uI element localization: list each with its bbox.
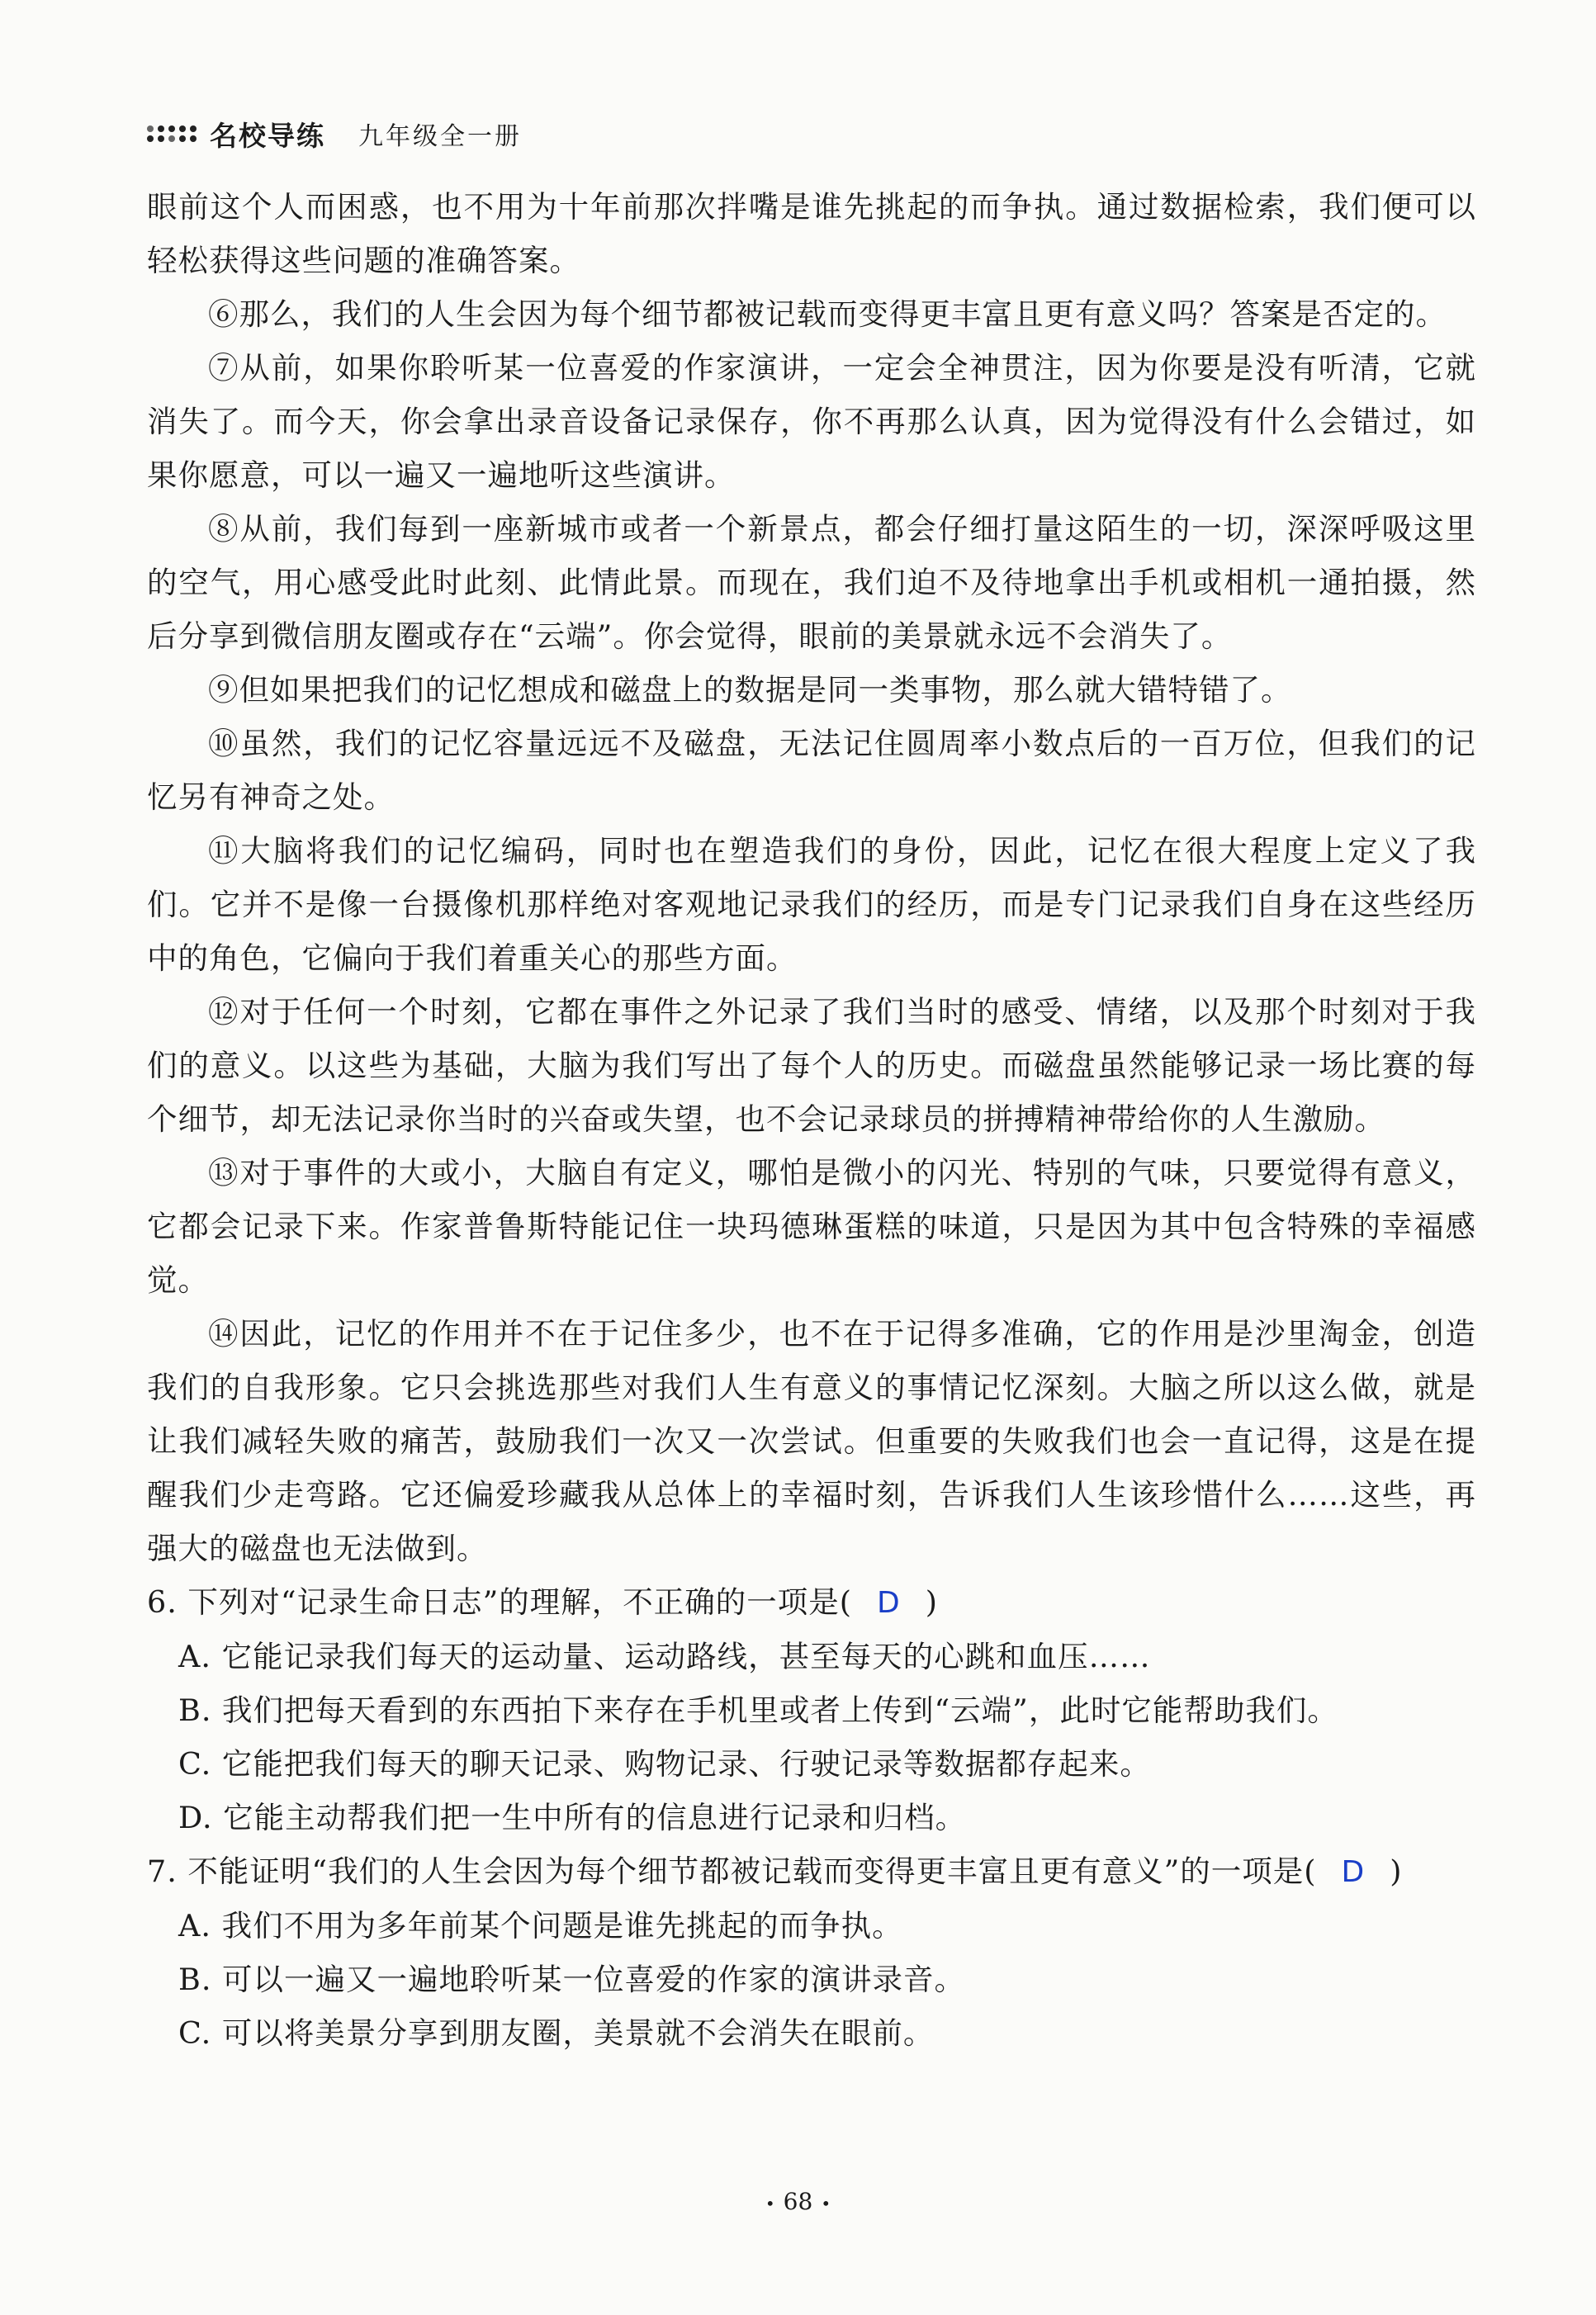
page-header — [147, 114, 522, 154]
book-title: 名校导练 — [210, 119, 325, 152]
question-7-answer: D — [1341, 1855, 1366, 1889]
dots-logo-icon — [147, 125, 197, 142]
question-7-option-a: A. 我们不用为多年前某个问题是谁先挑起的而争执。 — [178, 1908, 903, 1943]
paragraph: ⑨但如果把我们的记忆想成和磁盘上的数据是同一类事物，那么就大错特错了。 — [208, 672, 1292, 708]
question-7-stem: 7. 不能证明“我们的人生会因为每个细节都被记载而变得更丰富且更有意义”的一项是( D ) — [147, 1844, 1476, 1899]
paragraph: ⑪大脑将我们的记忆编码，同时也在塑造我们的身份，因此，记忆在很大程度上定义了我们。它并不是像一台摄像机那样绝对客观地记录我们的经历，而是专门记录我们自身在这些经历中的角色，它偏向于我们着重关心的那些方面。 — [147, 833, 1476, 976]
question-7-option-b: B. 可以一遍又一遍地聆听某一位喜爱的作家的演讲录音。 — [178, 1962, 966, 1997]
paragraph: ⑦从前，如果你聆听某一位喜爱的作家演讲，一定会全神贯注，因为你要是没有听清，它就消失了。而今天，你会拿出录音设备记录保存，你不再那么认真，因为觉得没有什么会错过，如果你愿意，可以一遍又一遍地听这些演讲。 — [147, 350, 1476, 493]
page-number: • 68 • — [765, 2188, 831, 2215]
question-7-option-c: C. 可以将美景分享到朋友圈，美景就不会消失在眼前。 — [178, 2015, 935, 2051]
paragraph: ⑧从前，我们每到一座新城市或者一个新景点，都会仔细打量这陌生的一切，深深呼吸这里的空气，用心感受此时此刻、此情此景。而现在，我们迫不及待地拿出手机或相机一通拍摄，然后分享到微信朋友圈或存在“云端”。你会觉得，眼前的美景就永远不会消失了。 — [147, 511, 1476, 654]
question-6-option-c: C. 它能把我们每天的聊天记录、购物记录、行驶记录等数据都存起来。 — [178, 1746, 1151, 1782]
paragraph: ⑩虽然，我们的记忆容量远远不及磁盘，无法记住圆周率小数点后的一百万位，但我们的记忆另有神奇之处。 — [147, 726, 1476, 815]
question-6-option-d: D. 它能主动帮我们把一生中所有的信息进行记录和归档。 — [178, 1800, 967, 1835]
question-6-option-b: B. 我们把每天看到的东西拍下来存在手机里或者上传到“云端”，此时它能帮助我们。 — [178, 1692, 1338, 1728]
paragraph: 眼前这个人而困惑，也不用为十年前那次拌嘴是谁先挑起的而争执。通过数据检索，我们便可以轻松获得这些问题的准确答案。 — [147, 189, 1476, 278]
question-6-option-a: A. 它能记录我们每天的运动量、运动路线，甚至每天的心跳和血压…… — [178, 1639, 1151, 1674]
page-content — [147, 180, 1476, 2060]
paragraph: ⑫对于任何一个时刻，它都在事件之外记录了我们当时的感受、情绪，以及那个时刻对于我们的意义。以这些为基础，大脑为我们写出了每个人的历史。而磁盘虽然能够记录一场比赛的每个细节，却无法记录你当时的兴奋或失望，也不会记录球员的拼搏精神带给你的人生激励。 — [147, 994, 1476, 1137]
grade-label: 九年级全一册 — [358, 122, 522, 151]
paragraph: ⑬对于事件的大或小，大脑自有定义，哪怕是微小的闪光、特别的气味，只要觉得有意义，它都会记录下来。作家普鲁斯特能记住一块玛德琳蛋糕的味道，只是因为其中包含特殊的幸福感觉。 — [147, 1155, 1476, 1298]
question-6-answer: D — [877, 1586, 901, 1620]
paragraph: ⑭因此，记忆的作用并不在于记住多少，也不在于记得多准确，它的作用是沙里淘金，创造我们的自我形象。它只会挑选那些对我们人生有意义的事情记忆深刻。大脑之所以这么做，就是让我们减轻失败的痛苦，鼓励我们一次又一次尝试。但重要的失败我们也会一直记得，这是在提醒我们少走弯路。它还偏爱珍藏我从总体上的幸福时刻，告诉我们人生该珍惜什么……这些，再强大的磁盘也无法做到。 — [147, 1316, 1476, 1566]
paragraph: ⑥那么，我们的人生会因为每个细节都被记载而变得更丰富且更有意义吗？答案是否定的。 — [208, 296, 1447, 332]
question-6-stem: 6. 下列对“记录生命日志”的理解，不正确的一项是( D ) — [147, 1575, 1476, 1630]
